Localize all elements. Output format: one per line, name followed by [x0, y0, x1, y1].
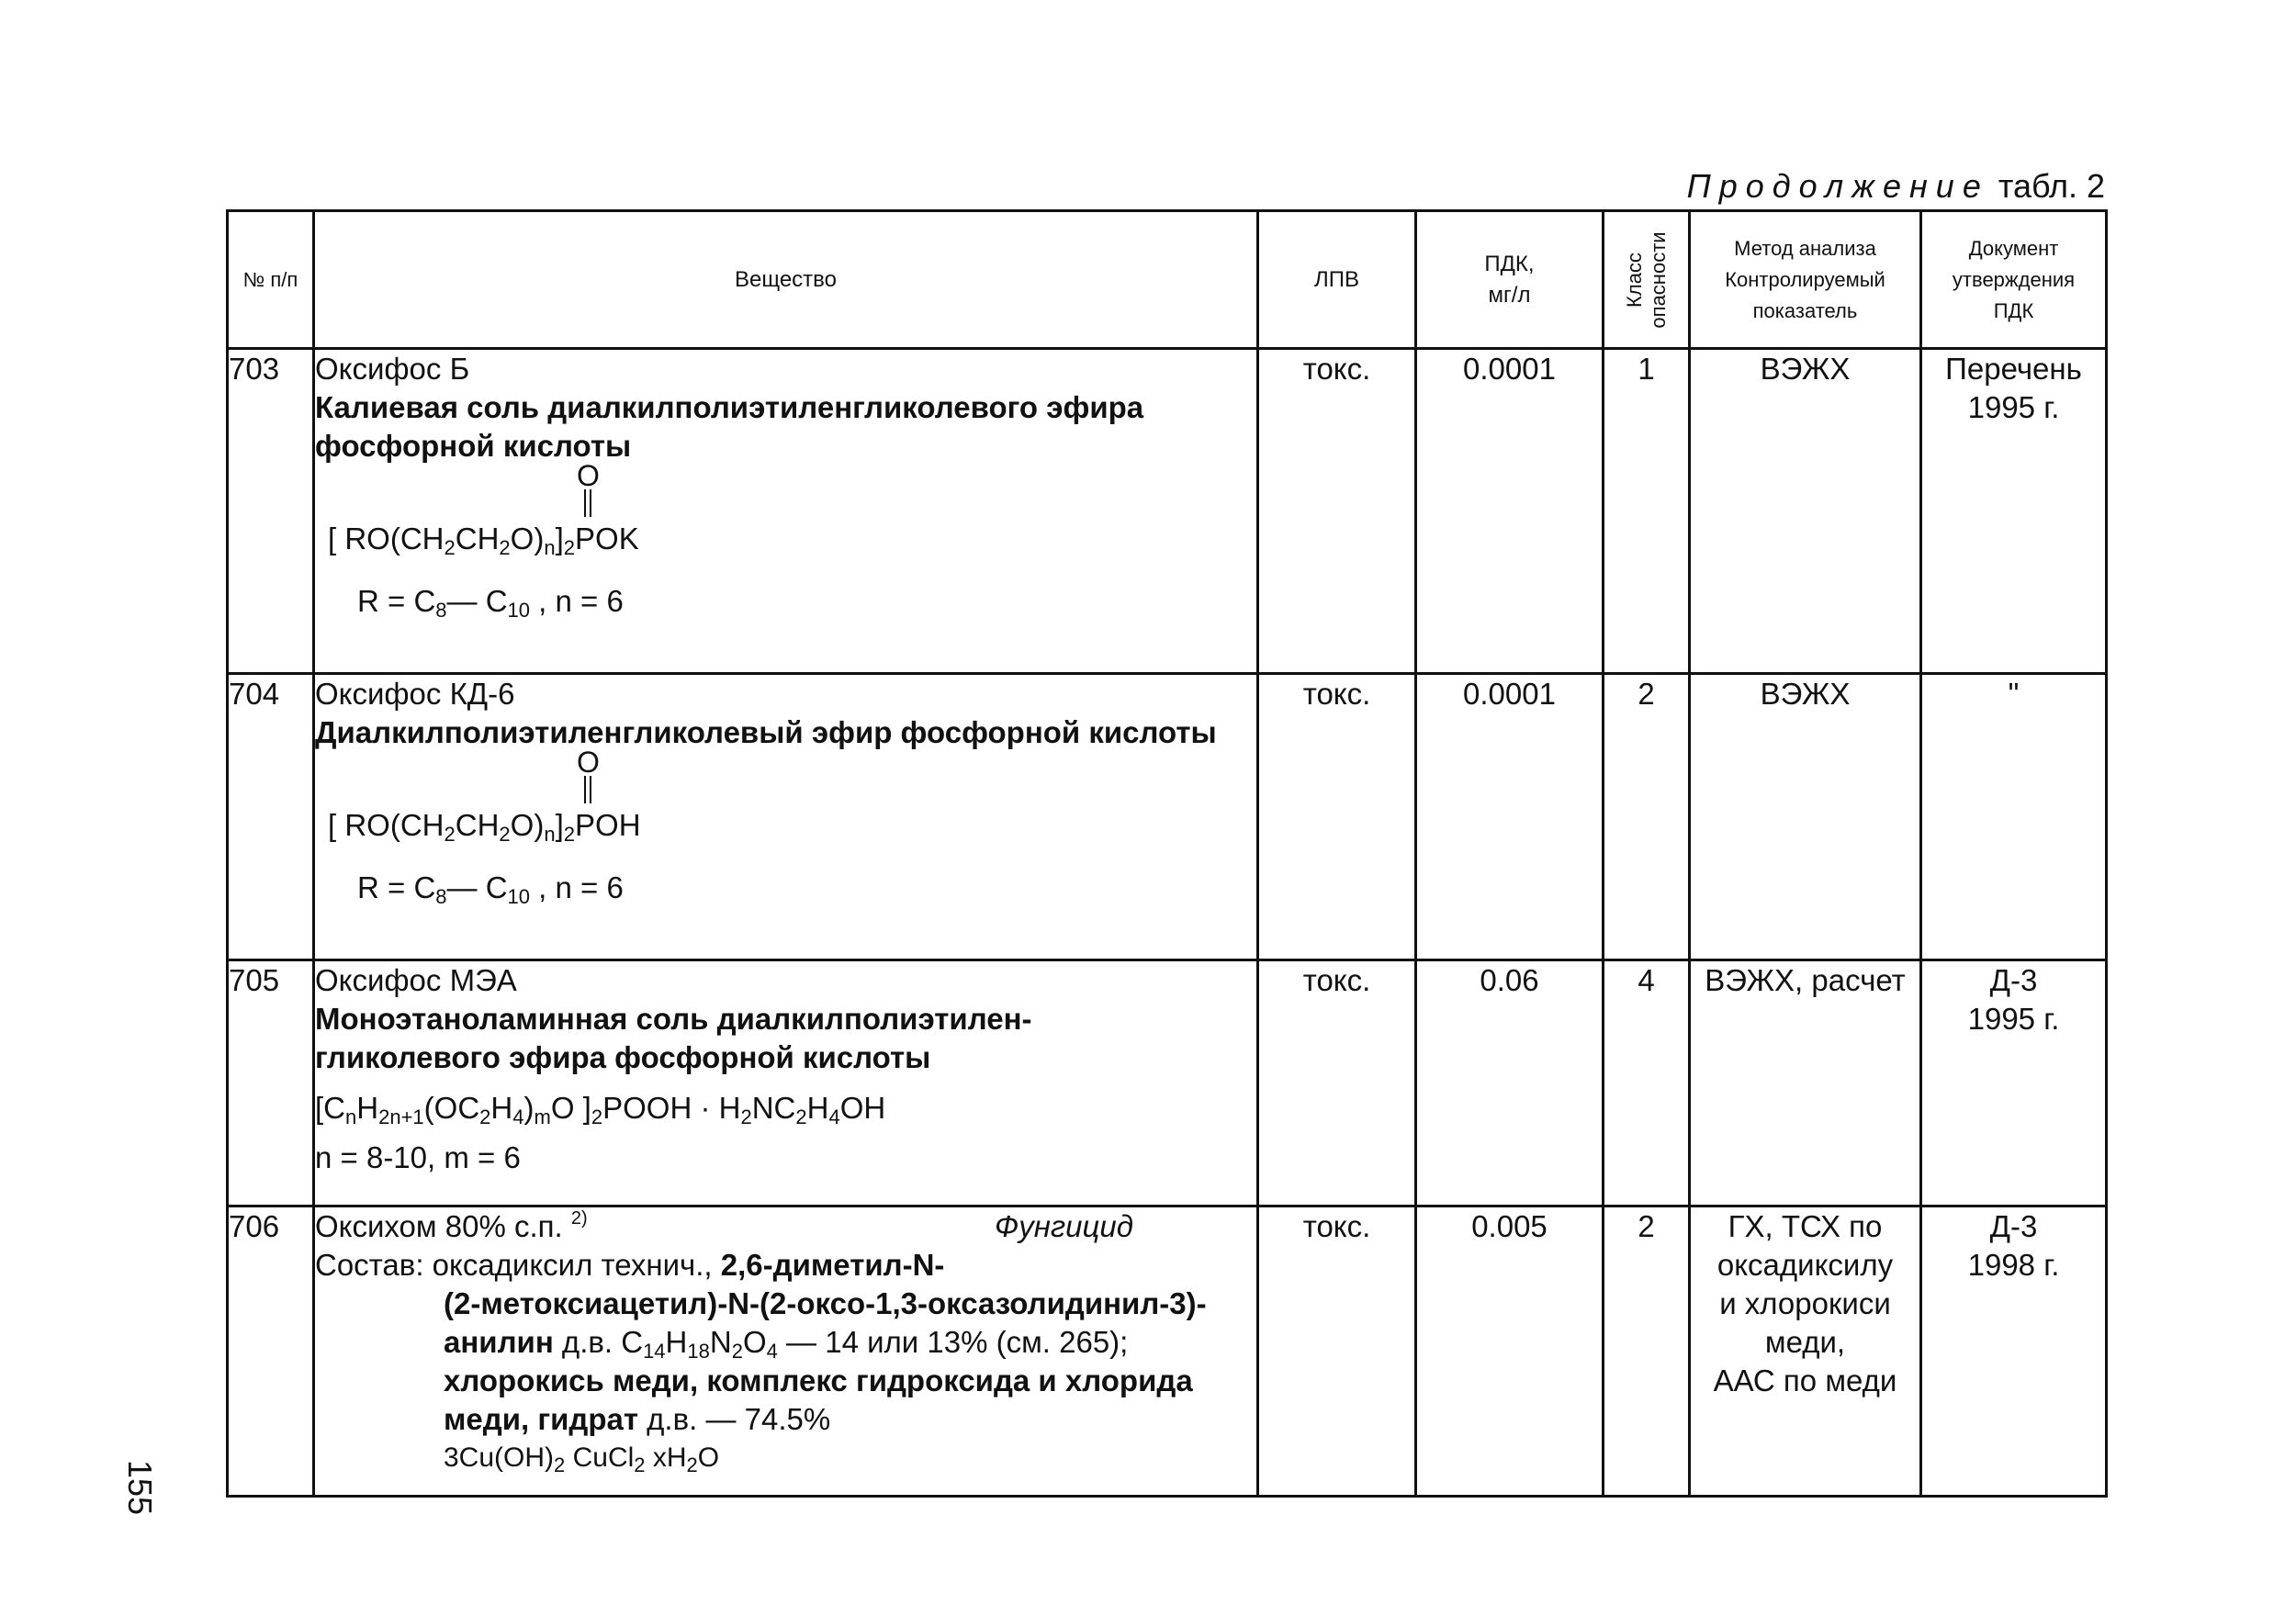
lpv-cell: токс. — [1258, 1206, 1416, 1497]
row-number: 705 — [228, 960, 314, 1206]
header-pdk — [1416, 211, 1604, 349]
row-number: 706 — [228, 1206, 314, 1497]
substance-description-line1: Калиевая соль диалкилполиэтиленгликолевого эфира — [315, 390, 1144, 424]
caption-continued: Продолжение — [1686, 167, 1989, 205]
lpv-cell: токс. — [1258, 960, 1416, 1206]
pdk-cell: 0.005 — [1416, 1206, 1604, 1497]
document-cell: Д-3 1998 г. — [1921, 1206, 2107, 1497]
row-number: 704 — [228, 674, 314, 960]
header-no: № п/п — [228, 211, 314, 349]
method-cell: ВЭЖХ — [1690, 674, 1921, 960]
substance-formula: [$C_nH_{2n+1}(OC_2H_4)_mO$ ]$_2POOH \cdot H_2NC_2H_4OH$ — [315, 1091, 886, 1128]
substance-cell — [314, 1206, 1258, 1497]
table-row — [228, 960, 2107, 1206]
document-cell: Перечень 1995 г. — [1921, 349, 2107, 674]
substance-cell — [314, 960, 1258, 1206]
substance-formula: [ $RO(CH_2CH_2O)_n]_2$ O POK — [328, 459, 639, 559]
pdk-cell: 0.0001 — [1416, 349, 1604, 674]
double-bond — [584, 776, 591, 803]
header-method-line2: Контролируемый — [1725, 267, 1885, 291]
table-row — [228, 349, 2107, 674]
table-caption — [1561, 165, 2105, 208]
substance-name: Оксифос КД-6 — [315, 677, 515, 711]
hazard-class-cell: 2 — [1604, 674, 1690, 960]
oxygen-atom: O — [577, 746, 600, 779]
method-cell: ГХ, ТСХ по оксадиксилу и хлорокиси меди, ААС по меди — [1690, 1206, 1921, 1497]
substance-name: Оксифос Б — [315, 352, 470, 386]
footnote-marker: 2) — [570, 1208, 588, 1229]
table-row — [228, 674, 2107, 960]
header-pdk-line1: ПДК, — [1484, 251, 1535, 276]
table-header-row — [228, 211, 2107, 349]
substance-name: Оксифос МЭА — [315, 963, 517, 997]
header-substance: Вещество — [314, 211, 1258, 349]
method-cell: ВЭЖХ — [1690, 349, 1921, 674]
header-doc-line3: ПДК — [1993, 298, 2034, 322]
pdk-cell: 0.0001 — [1416, 674, 1604, 960]
header-method — [1690, 211, 1921, 349]
oxygen-atom: O — [577, 459, 600, 492]
composition-line1: Состав: оксадиксил технич., 2,6-диметил-N- — [315, 1248, 945, 1282]
substance-cell — [314, 674, 1258, 960]
substance-radical: $R = C_8—$ $C_{10}$ , n = 6 — [357, 870, 624, 908]
header-method-line3: показатель — [1752, 298, 1858, 322]
composition-formula: $3Cu(OH)_2$ CuCl$_2$ $xH_2O$ — [444, 1442, 720, 1476]
substance-description-line1: Моноэтаноламинная соль диалкилполиэтилен- — [315, 1002, 1032, 1036]
header-lpv: ЛПВ — [1258, 211, 1416, 349]
table-row — [228, 1206, 2107, 1497]
caption-table: табл. 2 — [1998, 167, 2105, 205]
lpv-cell: токс. — [1258, 349, 1416, 674]
header-method-line1: Метод анализа — [1734, 236, 1876, 260]
method-cell: ВЭЖХ, расчет — [1690, 960, 1921, 1206]
pdk-cell: 0.06 — [1416, 960, 1604, 1206]
substance-description-line2: фосфорной кислоты — [315, 429, 632, 463]
composition-line4: хлорокись меди, комплекс гидроксида и хлорида — [444, 1364, 1193, 1397]
hazard-class-cell: 1 — [1604, 349, 1690, 674]
substance-description-line1: Диалкилполиэтиленгликолевый эфир фосфорной кислоты — [315, 715, 1217, 749]
lpv-cell: токс. — [1258, 674, 1416, 960]
substance-parameters: n = 8-10, m = 6 — [315, 1140, 521, 1174]
substance-name: Оксихом 80% с.п. — [315, 1209, 563, 1243]
substance-type: Фунгицид — [995, 1209, 1133, 1243]
header-pdk-line2: мг/л — [1488, 282, 1531, 308]
header-class — [1604, 211, 1690, 349]
document-cell: " — [1921, 674, 2107, 960]
header-doc-line2: утверждения — [1952, 267, 2076, 291]
composition-line2: (2-метоксиацетил)-N-(2-оксо-1,3-оксазолидинил-3)- — [444, 1286, 1207, 1320]
row-number: 703 — [228, 349, 314, 674]
page-number: 155 — [121, 1459, 160, 1516]
header-class-line2: опасности — [1646, 230, 1670, 329]
substance-radical: $R = C_8—$ $C_{10}$ , n = 6 — [357, 584, 624, 622]
substance-cell — [314, 349, 1258, 674]
substances-table — [226, 209, 2108, 1498]
header-doc-line1: Документ — [1968, 236, 2059, 260]
composition-line5: меди, гидрат д.в. — 74.5% — [444, 1402, 831, 1436]
hazard-class-cell: 4 — [1604, 960, 1690, 1206]
hazard-class-cell: 2 — [1604, 1206, 1690, 1497]
header-class-line1: Класс — [1622, 252, 1646, 308]
substance-name-line — [315, 1207, 1256, 1246]
header-doc — [1921, 211, 2107, 349]
substance-description-line2: гликолевого эфира фосфорной кислоты — [315, 1040, 931, 1074]
document-cell: Д-3 1995 г. — [1921, 960, 2107, 1206]
double-bond — [584, 489, 591, 517]
composition-line3: анилин д.в. $C_{14}H_{18}N_2O_4$ — 14 или 13% (см. 265); — [444, 1325, 1129, 1363]
substance-formula: [ $RO(CH_2CH_2O)_n]_2$ O POH — [328, 746, 641, 846]
